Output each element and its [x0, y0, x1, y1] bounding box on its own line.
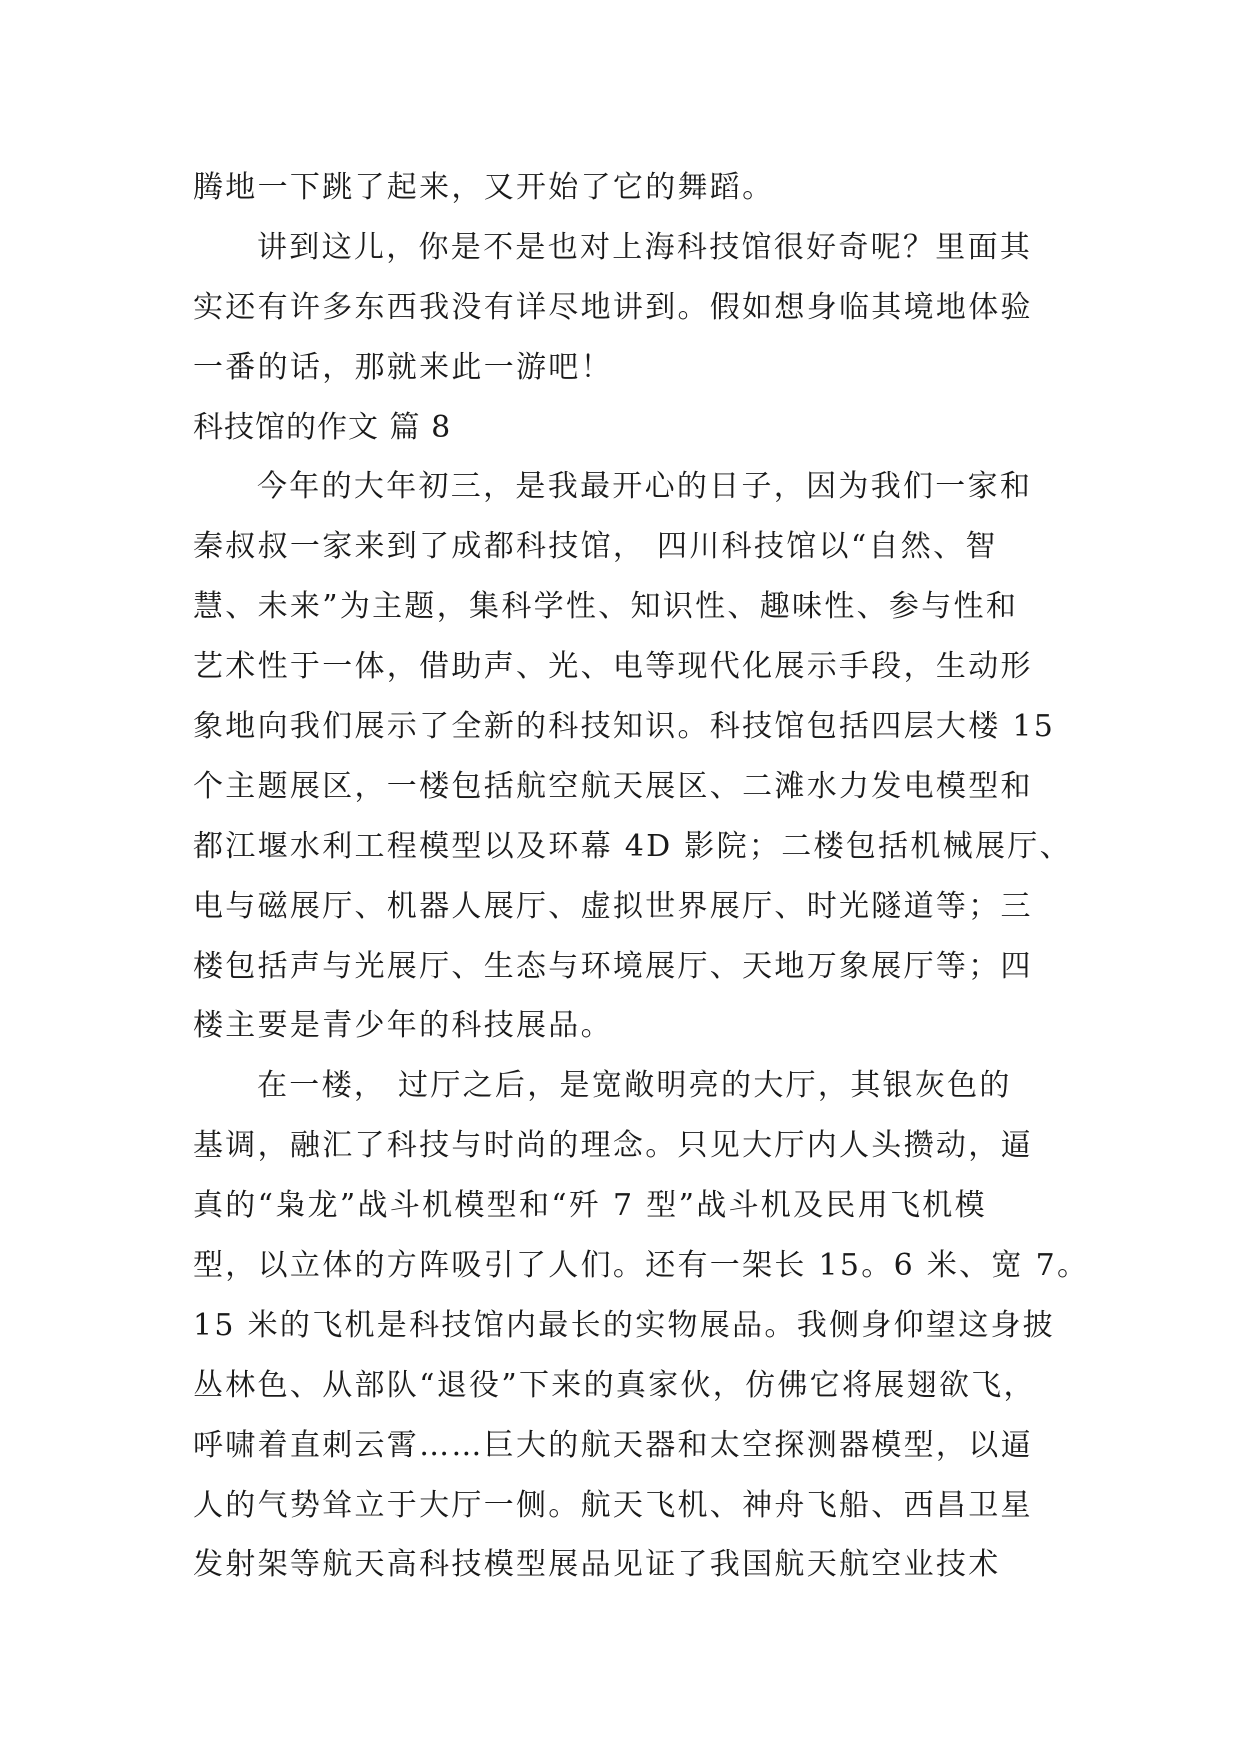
paragraph-line: 真的“枭龙”战斗机模型和“歼 7 型”战斗机及民用飞机模: [193, 1188, 987, 1224]
document-body: [193, 158, 1090, 1595]
paragraph-line: 发射架等航天高科技模型展品见证了我国航天航空业技术: [193, 1547, 1001, 1583]
paragraph-line: 象地向我们展示了全新的科技知识。科技馆包括四层大楼 15: [193, 709, 1056, 745]
essay-heading: [193, 398, 1073, 458]
paragraph-line: 呼啸着直刺云霄……巨大的航天器和太空探测器模型，以逼: [193, 1427, 1033, 1463]
paragraph-line: 秦叔叔一家来到了成都科技馆， 四川科技馆以“自然、智: [193, 529, 998, 565]
paragraph-line: 实还有许多东西我没有详尽地讲到。假如想身临其境地体验: [193, 289, 1033, 325]
paragraph-line: 楼主要是青少年的科技展品。: [193, 1008, 613, 1044]
paragraph-line: 腾地一下跳了起来，又开始了它的舞蹈。: [193, 170, 775, 205]
paragraph-line: 一番的话，那就来此一游吧！: [193, 349, 613, 385]
essay-heading-text: 科技馆的作文 篇 8: [193, 409, 452, 445]
paragraph-line: 电与磁展厅、机器人展厅、虚拟世界展厅、时光隧道等；三: [193, 888, 1033, 924]
paragraph-line: 讲到这儿，你是不是也对上海科技馆很好奇呢？里面其: [257, 229, 1033, 265]
paragraph-line: 楼包括声与光展厅、生态与环境展厅、天地万象展厅等；四: [193, 948, 1033, 984]
paragraph-line: 艺术性于一体，借助声、光、电等现代化展示手段，生动形: [193, 649, 1033, 685]
paragraph-intro: [193, 457, 1073, 1056]
paragraph-line: 慧、未来”为主题，集科学性、知识性、趣味性、参与性和: [193, 589, 1019, 625]
paragraph-continuation: [193, 158, 1073, 218]
paragraph-line: 今年的大年初三，是我最开心的日子，因为我们一家和: [257, 469, 1033, 505]
paragraph-line: 人的气势耸立于大厅一侧。航天飞机、神舟飞船、西昌卫星: [193, 1487, 1033, 1523]
paragraph-closing: [193, 218, 1073, 398]
paragraph-line: 都江堰水利工程模型以及环幕 4D 影院；二楼包括机械展厅、: [193, 828, 1072, 864]
paragraph-first-floor: [193, 1056, 1090, 1595]
paragraph-line: 丛林色、从部队“退役”下来的真家伙，仿佛它将展翅欲飞，: [193, 1367, 1036, 1403]
paragraph-line: 15 米的飞机是科技馆内最长的实物展品。我侧身仰望这身披: [193, 1307, 1056, 1343]
paragraph-line: 基调，融汇了科技与时尚的理念。只见大厅内人头攒动，逼: [193, 1128, 1033, 1164]
paragraph-line: 个主题展区，一楼包括航空航天展区、二滩水力发电模型和: [193, 768, 1033, 804]
paragraph-line: 型，以立体的方阵吸引了人们。还有一架长 15。6 米、宽 7。: [193, 1248, 1090, 1284]
paragraph-line: 在一楼， 过厅之后，是宽敞明亮的大厅，其银灰色的: [257, 1068, 1012, 1104]
